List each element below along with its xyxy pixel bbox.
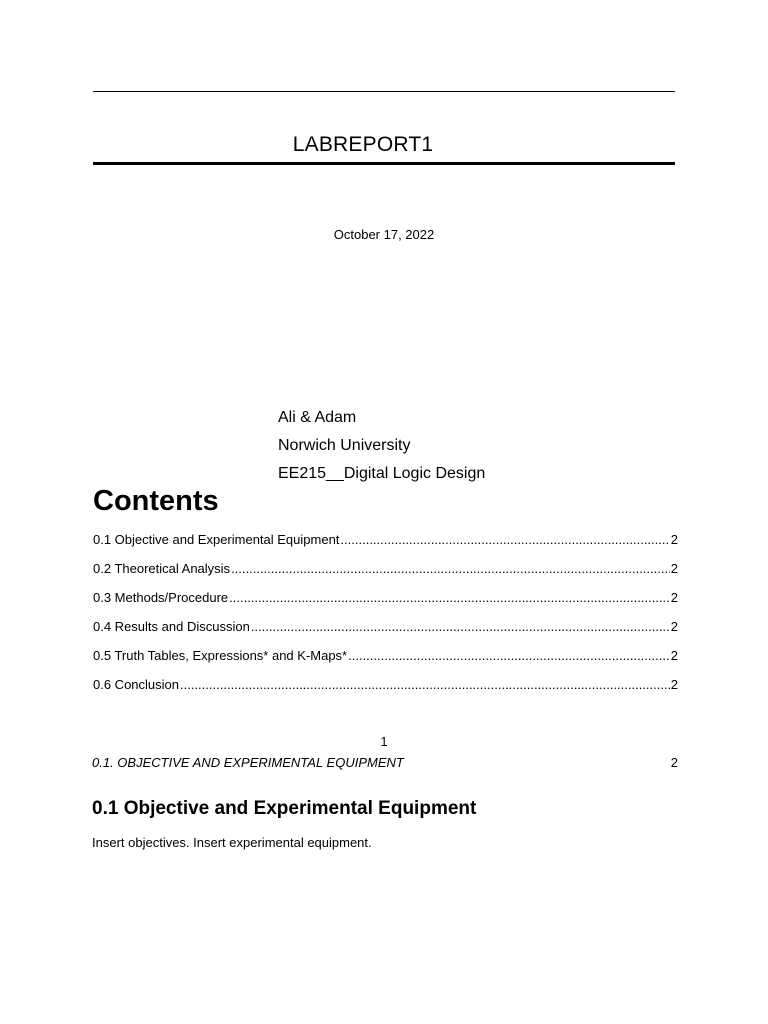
toc-entry[interactable]: [93, 561, 678, 590]
running-header: [92, 755, 678, 770]
toc-entry-page[interactable]: 2: [670, 648, 678, 663]
document-date: October 17, 2022: [333, 227, 435, 242]
toc-entry-page[interactable]: 2: [670, 561, 678, 576]
author-names: Ali & Adam: [278, 409, 357, 426]
section-heading: 0.1 Objective and Experimental Equipment: [92, 798, 477, 819]
author-course: EE215__Digital Logic Design: [278, 465, 486, 482]
toc-leader-dots: [229, 590, 670, 605]
toc-entry-label[interactable]: 0.4 Results and Discussion: [93, 619, 250, 634]
toc-leader-dots: [348, 648, 670, 663]
running-header-title: 0.1. OBJECTIVE AND EXPERIMENTAL EQUIPMENT: [92, 755, 404, 770]
title-top-rule: [93, 91, 675, 92]
section-body-text: Insert objectives. Insert experimental equipment.: [92, 835, 372, 850]
toc-leader-dots: [231, 561, 670, 576]
toc-entry-label[interactable]: 0.3 Methods/Procedure: [93, 590, 229, 605]
toc-leader-dots: [251, 619, 670, 634]
contents-heading: Contents: [93, 485, 219, 517]
author-institution: Norwich University: [278, 437, 411, 454]
document-title: LABREPORT1: [292, 133, 434, 156]
title-bottom-rule: [93, 162, 675, 165]
toc-entry[interactable]: [93, 619, 678, 648]
toc-entry-page[interactable]: 2: [670, 590, 678, 605]
toc-entry-label[interactable]: 0.2 Theoretical Analysis: [93, 561, 231, 576]
toc-entry[interactable]: [93, 590, 678, 619]
toc-entry[interactable]: [93, 648, 678, 677]
running-header-page: 2: [670, 755, 678, 770]
toc-entry-page[interactable]: 2: [670, 532, 678, 547]
toc-leader-dots: [340, 532, 669, 547]
toc-leader-dots: [180, 677, 670, 692]
toc-entry-label[interactable]: 0.1 Objective and Experimental Equipment: [93, 532, 340, 547]
toc-entry-page[interactable]: 2: [670, 619, 678, 634]
toc-entry-label[interactable]: 0.6 Conclusion: [93, 677, 179, 692]
toc-entry[interactable]: [93, 677, 678, 706]
page-number: 1: [380, 734, 388, 749]
toc-entry[interactable]: [93, 532, 678, 561]
toc-entry-page[interactable]: 2: [670, 677, 678, 692]
author-block: [278, 404, 485, 488]
table-of-contents: [93, 532, 678, 706]
toc-entry-label[interactable]: 0.5 Truth Tables, Expressions* and K-Maps*: [93, 648, 348, 663]
